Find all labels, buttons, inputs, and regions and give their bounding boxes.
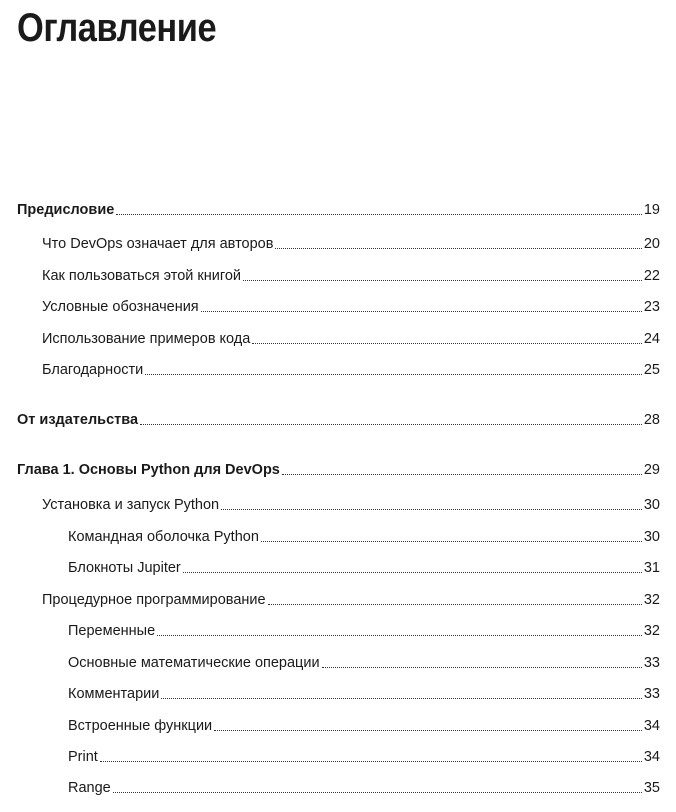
toc-page-number: 19 (643, 202, 660, 218)
toc-entry-comments[interactable] (68, 683, 660, 703)
toc-entry-procedural-programming[interactable] (42, 589, 660, 609)
dot-leader (113, 792, 642, 793)
toc-entry-devops-meaning[interactable] (42, 233, 660, 253)
dot-leader (100, 761, 642, 762)
toc-entry-label: Print (68, 749, 98, 765)
dot-leader (183, 572, 642, 573)
dot-leader (282, 474, 642, 475)
toc-page-number: 30 (643, 529, 660, 545)
toc-page-number: 32 (643, 592, 660, 608)
toc-entry-conventions[interactable] (42, 296, 660, 316)
toc-entry-range[interactable] (68, 777, 660, 797)
toc-page-number: 33 (643, 655, 660, 671)
dot-leader (261, 541, 642, 542)
dot-leader (145, 374, 642, 375)
toc-page-number: 35 (643, 780, 660, 796)
toc-entry-jupyter-notebooks[interactable] (68, 557, 660, 577)
dot-leader (275, 248, 641, 249)
toc-page-number: 33 (643, 686, 660, 702)
toc-entry-math-operations[interactable] (68, 652, 660, 672)
toc-entry-python-shell[interactable] (68, 526, 660, 546)
toc-entry-preface[interactable] (17, 199, 660, 219)
dot-leader (201, 311, 642, 312)
toc-entry-label: Командная оболочка Python (68, 529, 259, 545)
toc-page-number: 28 (643, 412, 660, 428)
dot-leader (221, 509, 642, 510)
toc-page-number: 29 (643, 462, 660, 478)
dot-leader (214, 730, 642, 731)
toc-entry-label: Что DevOps означает для авторов (42, 236, 274, 252)
toc-entry-variables[interactable] (68, 620, 660, 640)
toc-page-number: 32 (643, 623, 660, 639)
toc-entry-label: Блокноты Jupiter (68, 560, 181, 576)
toc-entry-publisher[interactable] (17, 409, 660, 429)
toc-entry-chapter-1[interactable] (17, 459, 660, 479)
toc-entry-label: Благодарности (42, 362, 144, 378)
dot-leader (243, 280, 642, 281)
toc-entry-code-examples[interactable] (42, 328, 660, 348)
toc-entry-label: Комментарии (68, 686, 160, 702)
toc-entry-builtin-functions[interactable] (68, 715, 660, 735)
toc-entry-label: Предисловие (17, 202, 115, 218)
toc-entry-label: Переменные (68, 623, 156, 639)
toc-entry-label: Использование примеров кода (42, 331, 251, 347)
toc-entry-label: Основные математические операции (68, 655, 320, 671)
toc-entry-label: Как пользоваться этой книгой (42, 268, 241, 284)
toc-entry-install-python[interactable] (42, 494, 660, 514)
toc-entry-how-to-use[interactable] (42, 265, 660, 285)
toc-page-number: 34 (643, 749, 660, 765)
dot-leader (322, 667, 642, 668)
toc-entry-label: Встроенные функции (68, 718, 213, 734)
toc-entry-label: Range (68, 780, 111, 796)
toc-page-number: 24 (643, 331, 660, 347)
dot-leader (252, 343, 642, 344)
toc-entry-label: Установка и запуск Python (42, 497, 220, 513)
toc-page-number: 31 (643, 560, 660, 576)
toc-page-number: 23 (643, 299, 660, 315)
toc-entry-acknowledgements[interactable] (42, 359, 660, 379)
toc-page-number: 20 (643, 236, 660, 252)
page-title: Оглавление (17, 6, 217, 50)
dot-leader (268, 604, 642, 605)
toc-page-number: 25 (643, 362, 660, 378)
toc-entry-print[interactable] (68, 746, 660, 766)
toc-entry-label: Процедурное программирование (42, 592, 266, 608)
dot-leader (140, 424, 642, 425)
toc-page-number: 34 (643, 718, 660, 734)
dot-leader (157, 635, 642, 636)
toc-page-number: 22 (643, 268, 660, 284)
dot-leader (161, 698, 642, 699)
toc-entry-label: От издательства (17, 412, 139, 428)
dot-leader (116, 214, 642, 215)
toc-entry-label: Условные обозначения (42, 299, 199, 315)
toc-entry-label: Глава 1. Основы Python для DevOps (17, 462, 280, 478)
toc-page-number: 30 (643, 497, 660, 513)
